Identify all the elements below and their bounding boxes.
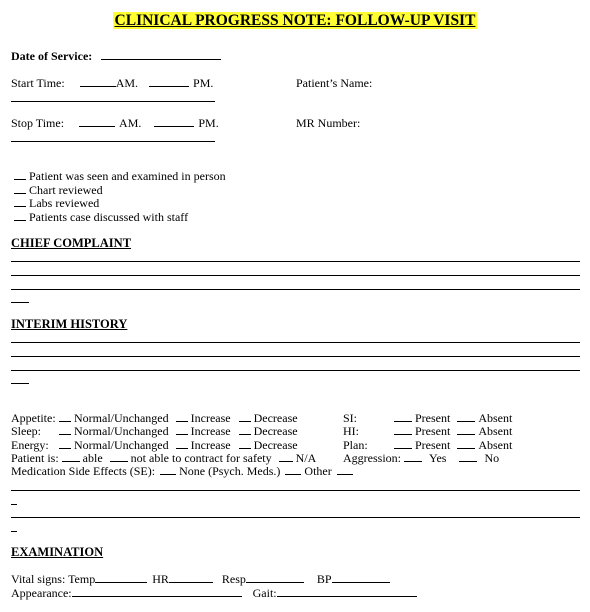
- checkbox-blank[interactable]: [62, 451, 80, 462]
- date-of-service-row: [11, 49, 221, 64]
- examination-heading: EXAMINATION: [11, 545, 104, 559]
- hi-options: Present Absent: [394, 424, 512, 439]
- interim-history-line[interactable]: [11, 383, 29, 384]
- start-pm-label: PM.: [193, 76, 214, 90]
- checkbox-blank[interactable]: [59, 411, 71, 422]
- start-time-label: Start Time:: [11, 76, 65, 90]
- checkbox-blank[interactable]: [285, 464, 301, 475]
- notes-line[interactable]: [11, 504, 17, 505]
- chief-complaint-line[interactable]: [11, 275, 580, 276]
- checkbox-blank[interactable]: [404, 451, 422, 462]
- hr-field[interactable]: [169, 572, 213, 583]
- med-side-effects-row: Medication Side Effects (SE): None (Psych. Meds.) Other: [11, 464, 356, 479]
- interim-history-heading: INTERIM HISTORY: [11, 317, 128, 331]
- checkbox-blank[interactable]: [110, 451, 128, 462]
- start-time-pm-field[interactable]: [149, 76, 189, 87]
- bp-field[interactable]: [332, 572, 390, 583]
- start-am-label: AM.: [115, 76, 139, 90]
- checkbox-blank[interactable]: [239, 411, 251, 422]
- patient-name-label: Patient’s Name:: [296, 76, 373, 90]
- checklist-item[interactable]: Patients case discussed with staff: [14, 210, 188, 225]
- checkbox-blank[interactable]: [14, 183, 26, 194]
- checkbox-blank[interactable]: [239, 424, 251, 435]
- checkbox-blank[interactable]: [14, 196, 26, 207]
- patient-is-row: Patient is: able not able to contract for safety N/A: [11, 451, 317, 465]
- energy-options: Normal/Unchanged Increase Decrease: [59, 438, 298, 453]
- interim-history-line[interactable]: [11, 370, 580, 371]
- checkbox-blank[interactable]: [59, 438, 71, 449]
- checkbox-blank[interactable]: [239, 438, 251, 449]
- checkbox-blank[interactable]: [176, 424, 188, 435]
- checklist-item[interactable]: Labs reviewed: [14, 196, 99, 211]
- start-time-am-field[interactable]: [80, 76, 116, 87]
- mr-number-label: MR Number:: [296, 116, 361, 130]
- stop-time-pm-field[interactable]: [154, 116, 194, 127]
- aggression-row: Aggression: Yes No: [343, 451, 500, 465]
- checkbox-blank[interactable]: [14, 210, 26, 221]
- interim-history-line[interactable]: [11, 356, 580, 357]
- appetite-label: Appetite:: [11, 411, 56, 425]
- hi-label: HI:: [343, 424, 359, 438]
- energy-label: Energy:: [11, 438, 49, 452]
- chief-complaint-heading: CHIEF COMPLAINT: [11, 236, 132, 250]
- date-of-service-field[interactable]: [101, 49, 221, 60]
- sleep-label: Sleep:: [11, 424, 41, 438]
- start-time-line[interactable]: [11, 101, 215, 102]
- checkbox-blank[interactable]: [394, 424, 412, 435]
- resp-field[interactable]: [246, 572, 304, 583]
- stop-pm-label: PM.: [198, 116, 219, 130]
- vital-signs-row: Vital signs: Temp HR Resp BP: [11, 572, 390, 587]
- chief-complaint-line[interactable]: [11, 302, 29, 303]
- notes-line[interactable]: [11, 490, 580, 491]
- date-of-service-label: Date of Service:: [11, 49, 93, 63]
- notes-line[interactable]: [11, 517, 580, 518]
- checkbox-blank[interactable]: [457, 438, 475, 449]
- plan-options: Present Absent: [394, 438, 512, 453]
- checkbox-blank[interactable]: [14, 169, 26, 180]
- si-options: Present Absent: [394, 411, 512, 426]
- sleep-options: Normal/Unchanged Increase Decrease: [59, 424, 298, 439]
- checkbox-blank[interactable]: [176, 438, 188, 449]
- chief-complaint-line[interactable]: [11, 289, 580, 290]
- checkbox-blank[interactable]: [457, 424, 475, 435]
- chief-complaint-line[interactable]: [11, 261, 580, 262]
- gait-field[interactable]: [277, 586, 417, 597]
- checkbox-blank[interactable]: [160, 464, 176, 475]
- stop-am-label: AM.: [119, 116, 142, 130]
- interim-history-line[interactable]: [11, 342, 580, 343]
- checkbox-blank[interactable]: [457, 411, 475, 422]
- stop-time-row: [11, 116, 219, 131]
- si-label: SI:: [343, 411, 358, 425]
- appearance-field[interactable]: [72, 586, 242, 597]
- stop-time-label: Stop Time:: [11, 116, 65, 130]
- checkbox-blank[interactable]: [394, 438, 412, 449]
- form-title: CLINICAL PROGRESS NOTE: FOLLOW-UP VISIT: [114, 12, 476, 29]
- other-field[interactable]: [337, 464, 353, 475]
- start-time-row: [11, 76, 213, 91]
- notes-line[interactable]: [11, 531, 17, 532]
- temp-field[interactable]: [95, 572, 147, 583]
- checkbox-blank[interactable]: [394, 411, 412, 422]
- checkbox-blank[interactable]: [59, 424, 71, 435]
- plan-label: Plan:: [343, 438, 368, 452]
- appearance-row: Appearance: Gait:: [11, 586, 417, 601]
- checkbox-blank[interactable]: [176, 411, 188, 422]
- checkbox-blank[interactable]: [459, 451, 477, 462]
- stop-time-line[interactable]: [11, 141, 215, 142]
- appetite-options: Normal/Unchanged Increase Decrease: [59, 411, 298, 426]
- checkbox-blank[interactable]: [279, 451, 293, 462]
- checklist-item[interactable]: Chart reviewed: [14, 183, 103, 198]
- stop-time-am-field[interactable]: [79, 116, 115, 127]
- checklist-item[interactable]: Patient was seen and examined in person: [14, 169, 226, 184]
